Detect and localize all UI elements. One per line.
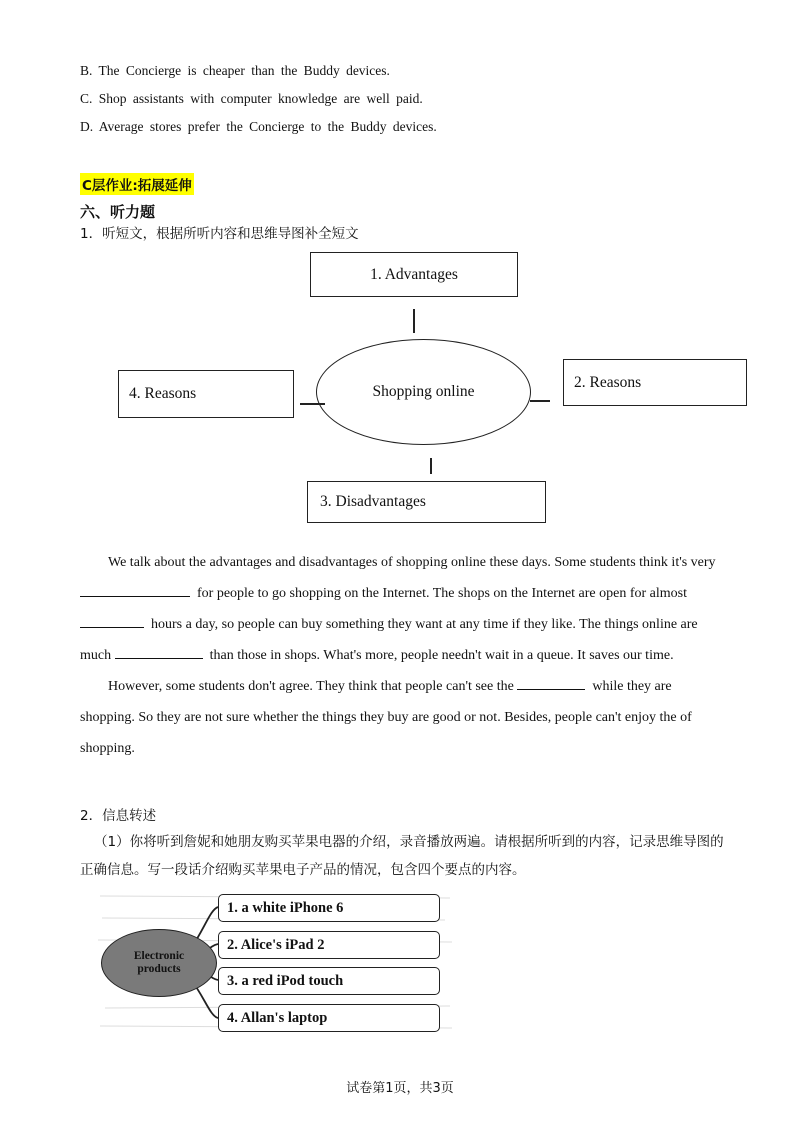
electronic-products-bubble: Electronic products [101,929,217,997]
mindmap-item-3: 3. a red iPod touch [218,967,440,995]
blank-2[interactable] [80,613,144,628]
question-title: 信息转述 [102,808,157,824]
mindmap-item-4: 4. Allan's laptop [218,1004,440,1032]
question-number: 2． [80,808,103,824]
passage [80,547,720,764]
question-2 [80,804,156,824]
connector-left [300,403,325,405]
option-c: C. Shop assistants with computer knowledge are well paid. [80,91,423,106]
option-b: B. The Concierge is cheaper than the Buddy devices. [80,63,390,78]
passage-paragraph-1: We talk about the advantages and disadvantages of shopping online these days. Some students think it's very for people to go shopping on the Internet. The shops on the Internet are open for almost hours a day, so people can buy something they want at any time if they like. The things online are much than those in shops. What's more, people needn't wait in a queue. It saves our time. [80,555,716,663]
passage-paragraph-2: However, some students don't agree. They think that people can't see the while they are shopping. So they are not sure whether the things they buy are good or not. Besides, people can't enjoy the of shopping. [80,671,720,764]
option-d: D. Average stores prefer the Concierge to the Buddy devices. [80,119,437,134]
question-2-instruction: （1）你将听到詹妮和她朋友购买苹果电器的介绍，录音播放两遍。请根据所听到的内容，记录思维导图的正确信息。写一段话介绍购买苹果电子产品的情况，包含四个要点的内容。 [80,834,724,878]
mindmap-item-1: 1. a white iPhone 6 [218,894,440,922]
mindmap-box-right: 2. Reasons [563,359,747,406]
layer-label: C层作业:拓展延伸 [80,173,194,195]
question-number: 1． [80,226,103,242]
mindmap-box-left: 4. Reasons [118,370,294,418]
connector-bottom [430,458,432,474]
mindmap-box-top: 1. Advantages [310,252,518,297]
connector-right [530,400,550,402]
section-title: 六、听力题 [80,203,156,221]
blank-3[interactable] [115,644,203,659]
mindmap-item-2: 2. Alice's iPad 2 [218,931,440,959]
blank-4[interactable] [517,675,585,690]
connector-top [413,309,415,333]
question-instruction: 听短文，根据所听内容和思维导图补全短文 [102,226,359,242]
mindmap-box-bottom: 3. Disadvantages [307,481,546,523]
page-footer: 试卷第1页，共3页 [346,1081,454,1096]
mindmap-center-ellipse: Shopping online [316,339,531,445]
blank-1[interactable] [80,582,190,597]
question-1 [80,222,359,242]
